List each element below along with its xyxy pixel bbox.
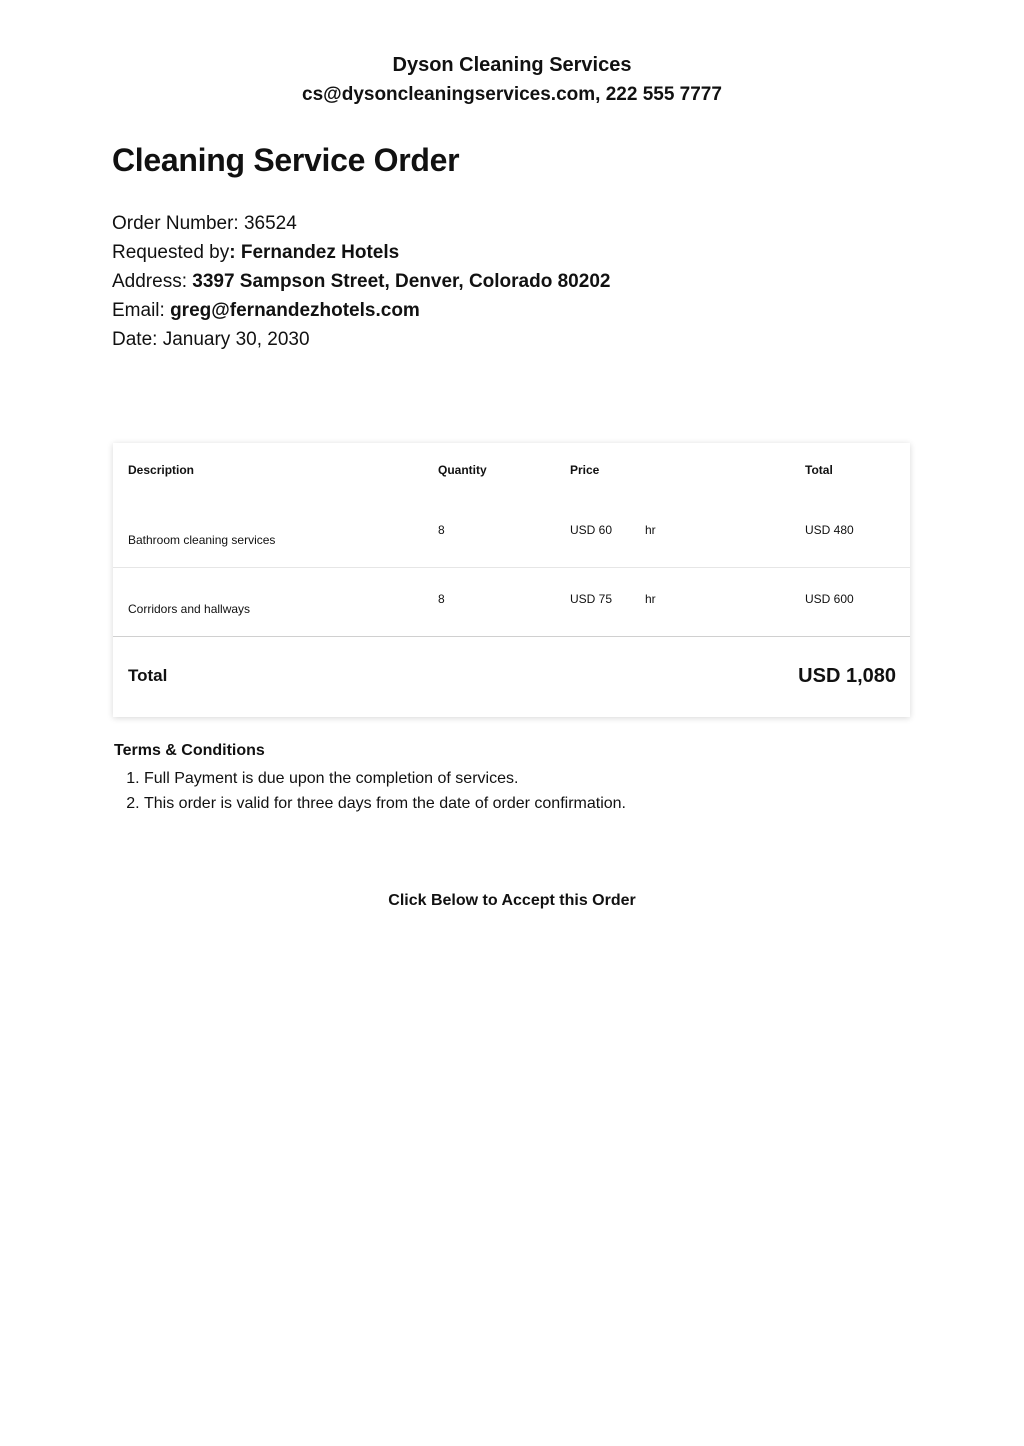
row-quantity: 8 <box>438 592 445 606</box>
order-table <box>113 443 910 717</box>
email-line <box>112 300 420 322</box>
row-total: USD 600 <box>805 592 854 606</box>
address-label: Address: <box>112 271 193 292</box>
order-number-line <box>112 213 297 235</box>
date-line <box>112 329 310 351</box>
email-label: Email: <box>112 300 171 321</box>
page-title: Cleaning Service Order <box>112 142 460 178</box>
row-description: Corridors and hallways <box>128 602 251 616</box>
total-label: Total <box>128 666 168 685</box>
order-number-label: Order Number: <box>112 213 244 234</box>
total-value: USD 1,080 <box>798 665 896 687</box>
total-divider <box>113 636 910 637</box>
row-unit: hr <box>645 523 656 537</box>
header-quantity: Quantity <box>438 463 487 477</box>
date-value: January 30, 2030 <box>162 329 310 350</box>
row-quantity: 8 <box>438 523 445 537</box>
terms-title: Terms & Conditions <box>114 742 265 759</box>
company-name: Dyson Cleaning Services <box>392 54 632 76</box>
terms-list <box>114 766 626 816</box>
email-value: greg@fernandezhotels.com <box>170 300 420 321</box>
header-price: Price <box>570 463 600 477</box>
row-total: USD 480 <box>805 523 854 537</box>
terms-item: 2. This order is valid for three days from the date of order confirmation. <box>144 791 626 816</box>
address-value: 3397 Sampson Street, Denver, Colorado 80202 <box>192 271 611 292</box>
order-number-value: 36524 <box>243 213 297 234</box>
row-description: Bathroom cleaning services <box>128 533 276 547</box>
requested-by-line <box>112 242 399 264</box>
terms-item: 1. Full Payment is due upon the completion of services. <box>144 766 626 791</box>
requested-by-value: : Fernandez Hotels <box>229 242 400 263</box>
row-unit: hr <box>645 592 656 606</box>
requested-by-label: Requested by <box>112 242 230 263</box>
accept-order-prompt: Click Below to Accept this Order <box>388 892 636 909</box>
row-price: USD 75 <box>570 592 613 606</box>
date-label: Date: <box>112 329 163 350</box>
row-divider <box>113 567 910 568</box>
row-price: USD 60 <box>570 523 613 537</box>
address-line <box>112 271 610 293</box>
header-description: Description <box>128 463 195 477</box>
company-contact: cs@dysoncleaningservices.com, 222 555 7777 <box>302 84 722 105</box>
header-total: Total <box>805 463 833 477</box>
